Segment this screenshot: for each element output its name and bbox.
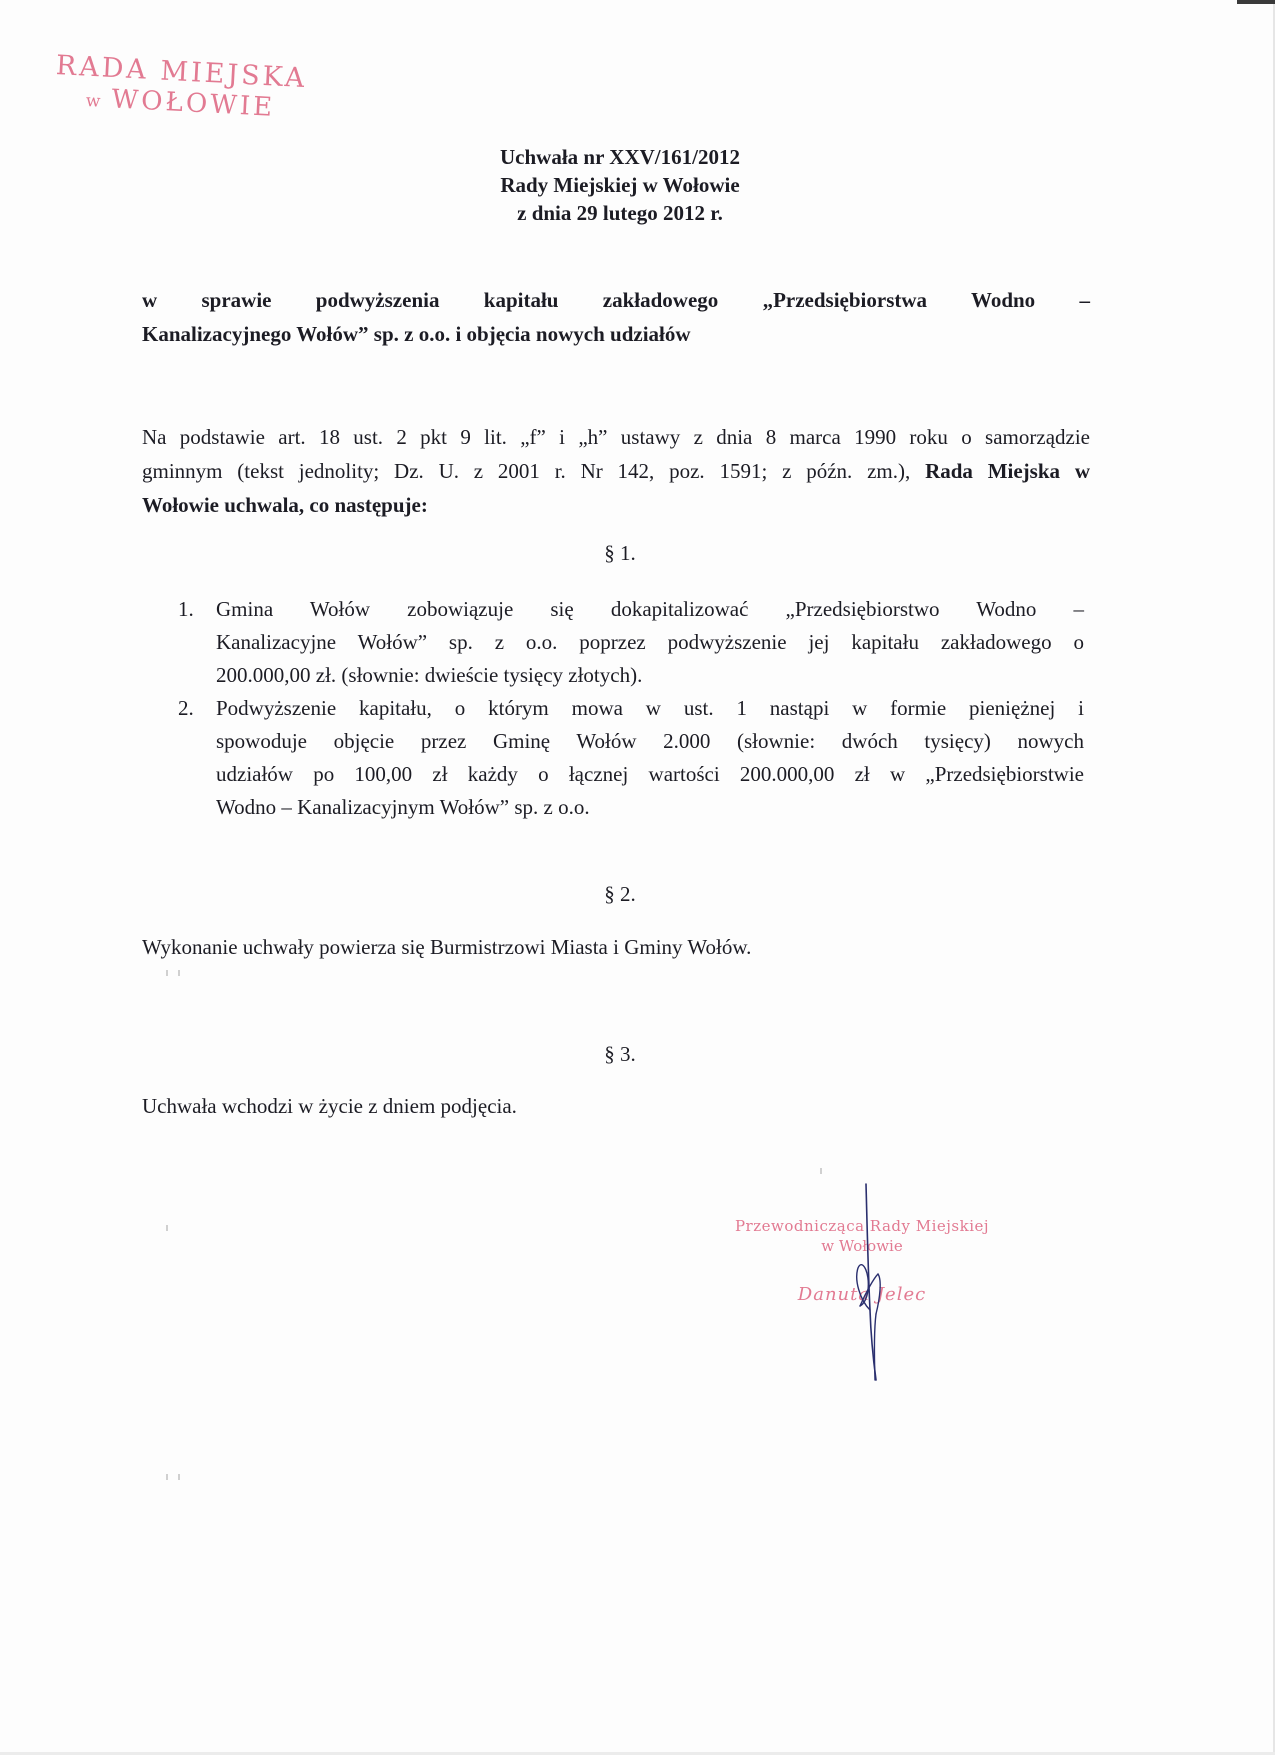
resolution-date: z dnia 29 lutego 2012 r. (517, 201, 723, 225)
section-2-text: Wykonanie uchwały powierza się Burmistrzowi Miasta i Gminy Wołów. (142, 935, 752, 959)
handwritten-signature (830, 1180, 910, 1390)
section-1-heading: § 1. (604, 541, 636, 565)
basis-line-1: Na podstawie art. 18 ust. 2 pkt 9 lit. „f” i „h” ustawy z dnia 8 marca 1990 roku o samorządzie (142, 425, 1090, 449)
stamp-line-2-prefix: w (85, 91, 104, 112)
signatory-place: w Wołowie (821, 1237, 903, 1255)
signatory-name: Danuta Jelec (797, 1284, 927, 1305)
basis-line-2-plain: gminnym (tekst jednolity; Dz. U. z 2001 r. Nr 142, poz. 1591; z późn. zm.), (142, 459, 911, 483)
list-item-line: Gmina Wołów zobowiązuje się dokapitalizować „Przedsiębiorstwo Wodno – (216, 597, 1084, 621)
resolution-issuer: Rady Miejskiej w Wołowie (500, 173, 740, 197)
list-item-line: spowoduje objęcie przez Gminę Wołów 2.000 (słownie: dwóch tysięcy) nowych (216, 729, 1084, 753)
scan-corner-mark (1237, 0, 1275, 4)
section-3-text: Uchwała wchodzi w życie z dniem podjęcia. (142, 1094, 517, 1118)
section-3-heading: § 3. (604, 1042, 636, 1066)
scan-speck (178, 1474, 180, 1480)
basis-line-2-bold: Rada Miejska w (925, 459, 1090, 483)
scan-speck (820, 1168, 822, 1174)
subject-line-2: Kanalizacyjnego Wołów” sp. z o.o. i objęcia nowych udziałów (142, 322, 691, 346)
list-item-line: Wodno – Kanalizacyjnym Wołów” sp. z o.o. (216, 795, 590, 819)
resolution-subject (142, 283, 1090, 351)
basis-line-2 (142, 454, 1090, 488)
scan-speck (166, 1474, 168, 1480)
resolution-header (0, 143, 1240, 227)
list-item-number: 2. (178, 696, 194, 720)
scan-speck (178, 970, 180, 976)
scan-speck (166, 970, 168, 976)
list-item-line: Podwyższenie kapitału, o którym mowa w ust. 1 nastąpi w formie pieniężnej i (216, 696, 1084, 720)
signatory-role: Przewodnicząca Rady Miejskiej (734, 1217, 990, 1235)
list-item-line: 200.000,00 zł. (słownie: dwieście tysięcy złotych). (216, 663, 643, 687)
list-item (178, 692, 1084, 824)
section-2-heading: § 2. (604, 882, 636, 906)
basis-line-3-bold: Wołowie uchwala, co następuje: (142, 493, 428, 517)
scan-speck (166, 1225, 168, 1231)
section-1-list (178, 593, 1084, 824)
stamp-line-1: RADA MIEJSKA (55, 50, 308, 95)
list-item (178, 593, 1084, 692)
list-item-line: udziałów po 100,00 zł każdy o łącznej wartości 200.000,00 zł w „Przedsiębiorstwie (216, 762, 1084, 786)
council-stamp (55, 50, 308, 123)
subject-line-1: w sprawie podwyższenia kapitału zakładowego „Przedsiębiorstwa Wodno – (142, 288, 1090, 312)
resolution-number: Uchwała nr XXV/161/2012 (500, 145, 740, 169)
legal-basis (142, 420, 1090, 522)
list-item-number: 1. (178, 597, 194, 621)
list-item-line: Kanalizacyjne Wołów” sp. z o.o. poprzez podwyższenie jej kapitału zakładowego o (216, 630, 1084, 654)
stamp-line-2-text: WOŁOWIE (110, 84, 276, 123)
